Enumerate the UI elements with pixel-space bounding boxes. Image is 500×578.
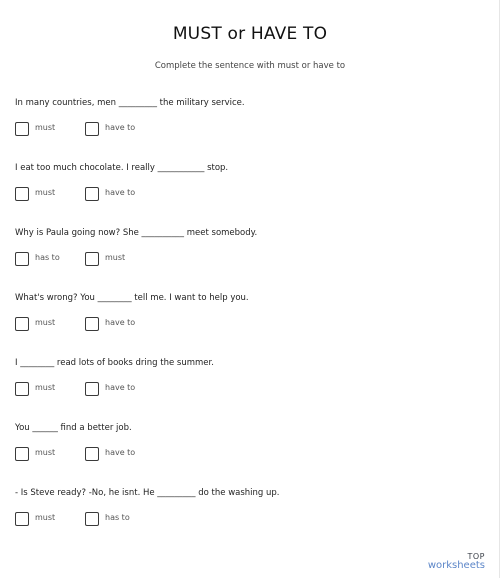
question-text: - Is Steve ready? -No, he isnt. He _________ do the washing up.: [15, 488, 280, 498]
question-text: What's wrong? You ________ tell me. I want to help you.: [15, 293, 249, 303]
option-label: have to: [105, 188, 136, 197]
question-text: Why is Paula going now? She __________ meet somebody.: [15, 228, 258, 238]
question-text: I ________ read lots of books dring the summer.: [15, 358, 214, 368]
checkbox[interactable]: [15, 512, 29, 526]
checkbox[interactable]: [85, 187, 99, 201]
option-have-to[interactable]: [85, 317, 135, 331]
checkbox[interactable]: [85, 512, 99, 526]
question-3: [0, 228, 500, 278]
option-have-to[interactable]: [85, 122, 135, 136]
logo-worksheets-text: worksheets: [427, 560, 485, 571]
option-label: must: [35, 448, 56, 457]
question-6: [0, 423, 500, 473]
checkbox[interactable]: [85, 382, 99, 396]
checkbox[interactable]: [85, 122, 99, 136]
option-label: has to: [35, 253, 60, 262]
option-must[interactable]: [15, 122, 55, 136]
option-label: must: [35, 513, 56, 522]
option-have-to[interactable]: [85, 447, 135, 461]
topworksheets-logo[interactable]: [428, 553, 485, 571]
checkbox[interactable]: [15, 382, 29, 396]
checkbox[interactable]: [15, 187, 29, 201]
option-label: have to: [105, 123, 136, 132]
option-must[interactable]: [15, 317, 55, 331]
question-2: [0, 163, 500, 213]
option-label: have to: [105, 318, 136, 327]
option-label: have to: [105, 383, 136, 392]
question-5: [0, 358, 500, 408]
option-label: have to: [105, 448, 136, 457]
option-label: must: [105, 253, 126, 262]
question-7: [0, 488, 500, 538]
option-label: must: [35, 188, 56, 197]
option-have-to[interactable]: [85, 382, 135, 396]
option-must[interactable]: [85, 252, 125, 266]
checkbox[interactable]: [85, 317, 99, 331]
option-must[interactable]: [15, 382, 55, 396]
option-must[interactable]: [15, 447, 55, 461]
question-text: You ______ find a better job.: [15, 423, 132, 433]
checkbox[interactable]: [85, 252, 99, 266]
logo-top-text: TOP: [467, 552, 485, 561]
option-label: must: [35, 383, 56, 392]
page-title: MUST or HAVE TO: [172, 24, 328, 44]
question-4: [0, 293, 500, 343]
question-text: I eat too much chocolate. I really ___________ stop.: [15, 163, 229, 173]
instructions: Complete the sentence with must or have to: [154, 61, 346, 71]
checkbox[interactable]: [85, 447, 99, 461]
question-1: [0, 98, 500, 148]
checkbox[interactable]: [15, 447, 29, 461]
option-label: must: [35, 123, 56, 132]
option-must[interactable]: [15, 512, 55, 526]
option-must[interactable]: [15, 187, 55, 201]
checkbox[interactable]: [15, 122, 29, 136]
question-text: In many countries, men _________ the military service.: [15, 98, 245, 108]
option-have-to[interactable]: [85, 187, 135, 201]
checkbox[interactable]: [15, 317, 29, 331]
option-label: has to: [105, 513, 130, 522]
option-has-to[interactable]: [85, 512, 130, 526]
option-has-to[interactable]: [15, 252, 60, 266]
option-label: must: [35, 318, 56, 327]
checkbox[interactable]: [15, 252, 29, 266]
